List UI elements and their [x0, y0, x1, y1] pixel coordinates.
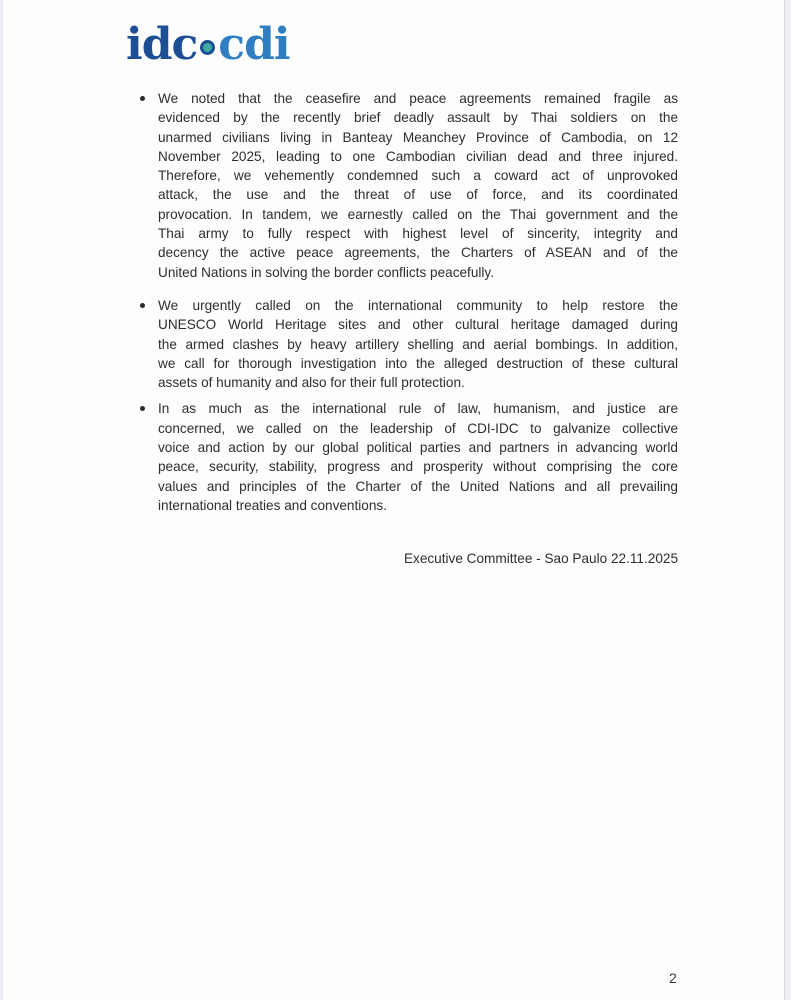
text-line: international treaties and conventions. — [158, 497, 387, 513]
text-line: concerned, we called on the leadership of CDI-IDC to galvanize collective — [158, 420, 678, 436]
logo-text-idc: idc — [126, 19, 198, 70]
text-line: the armed clashes by heavy artillery shelling and aerial bombings. In addition, — [158, 336, 678, 352]
text-line: assets of humanity and also for their full protection. — [158, 375, 465, 391]
bullet-item — [138, 89, 678, 282]
logo — [126, 20, 290, 70]
document-body — [138, 89, 678, 569]
text-line: In as much as the international rule of law, humanism, and justice are — [158, 401, 678, 417]
text-line: attack, the use and the threat of use of force, and its coordinated — [158, 187, 678, 203]
photo-edge-left — [0, 0, 3, 1000]
photo-edge-right — [784, 0, 791, 1000]
text-line: November 2025, leading to one Cambodian civilian dead and three injured. — [158, 148, 678, 164]
text-line: Therefore, we vehemently condemned such a coward act of unprovoked — [158, 168, 678, 184]
text-line: provocation. In tandem, we earnestly called on the Thai government and the — [158, 206, 678, 222]
text-line: Thai army to fully respect with highest level of sincerity, integrity and — [158, 226, 678, 242]
text-line: evidenced by the recently brief deadly assault by Thai soldiers on the — [158, 110, 678, 126]
bullet-icon — [140, 96, 145, 101]
bullet-item — [138, 399, 678, 515]
bullet-icon — [140, 303, 145, 308]
text-line: we call for thorough investigation into the alleged destruction of these cultural — [158, 355, 678, 371]
logo-dot-icon — [200, 40, 215, 55]
text-line: decency the active peace agreements, the Charters of ASEAN and of the — [158, 245, 678, 261]
text-line: unarmed civilians living in Banteay Meanchey Province of Cambodia, on 12 — [158, 129, 678, 145]
text-line: We noted that the ceasefire and peace agreements remained fragile as — [158, 91, 678, 106]
text-line: We urgently called on the international community to help restore the — [158, 297, 678, 313]
text-line: United Nations in solving the border conflicts peacefully. — [158, 264, 494, 280]
signature-line: Executive Committee - Sao Paulo 22.11.2025 — [403, 551, 678, 567]
bullet-item — [138, 296, 678, 392]
text-line: UNESCO World Heritage sites and other cultural heritage damaged during — [158, 317, 678, 333]
logo-text-cdi: cdi — [218, 19, 290, 70]
page-number: 2 — [669, 970, 677, 986]
bullet-icon — [140, 406, 145, 411]
text-line: values and principles of the Charter of the United Nations and all prevailing — [158, 478, 678, 494]
text-line: peace, security, stability, progress and prosperity without comprising the core — [158, 459, 678, 475]
text-line: voice and action by our global political parties and partners in advancing world — [158, 440, 678, 456]
